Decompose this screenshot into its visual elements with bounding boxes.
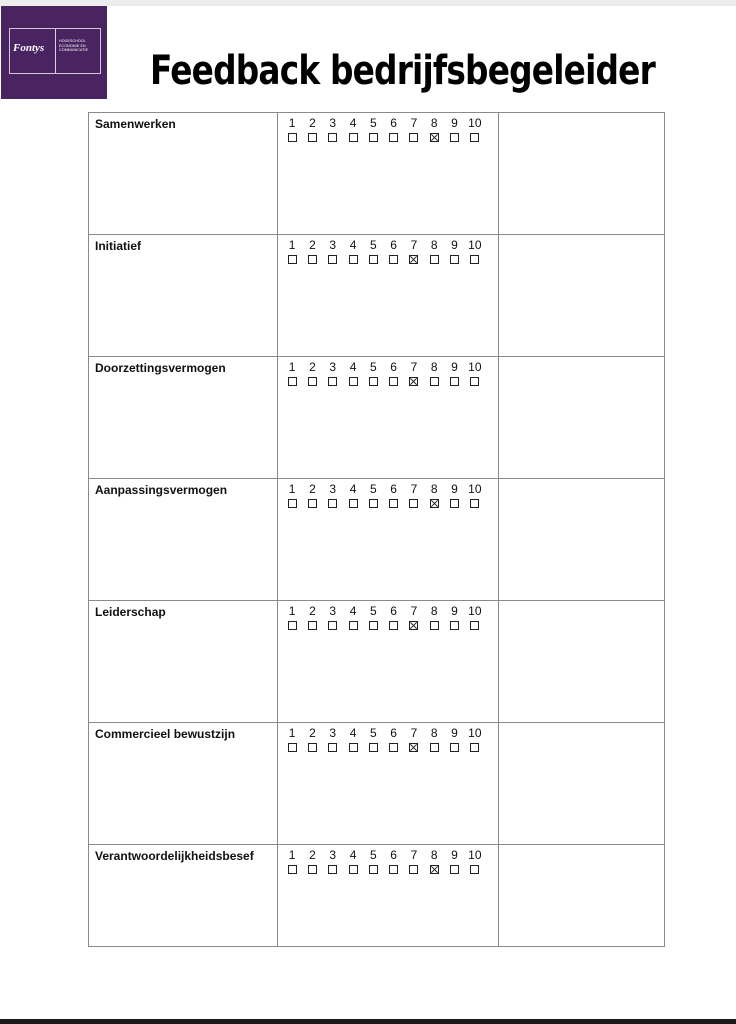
scale-checkboxes xyxy=(278,377,498,386)
scale-number: 8 xyxy=(430,604,438,618)
checkbox-cell xyxy=(404,255,424,264)
checkbox-checked[interactable] xyxy=(409,621,418,630)
bottom-edge xyxy=(0,1019,736,1024)
checkbox-cell xyxy=(302,621,322,630)
checkbox-cell xyxy=(465,743,485,752)
scale-number: 5 xyxy=(369,238,377,252)
scale-number: 3 xyxy=(329,848,337,862)
checkbox-cell xyxy=(444,377,464,386)
criterion-label: Initiatief xyxy=(89,235,278,357)
checkbox-cell xyxy=(444,621,464,630)
comment-cell[interactable] xyxy=(499,479,665,601)
criterion-row xyxy=(89,235,665,357)
scale-number: 5 xyxy=(369,116,377,130)
criterion-row xyxy=(89,357,665,479)
scale-number: 4 xyxy=(349,360,357,374)
checkbox-cell xyxy=(444,133,464,142)
scale-number: 3 xyxy=(329,482,337,496)
checkbox[interactable] xyxy=(288,621,297,630)
scale-number: 2 xyxy=(309,604,316,618)
scale-number: 7 xyxy=(410,726,418,740)
checkbox[interactable] xyxy=(288,499,297,508)
scale-number: 3 xyxy=(329,726,337,740)
scale-number: 2 xyxy=(309,238,316,252)
checkbox-cell xyxy=(465,621,485,630)
checkbox-checked[interactable] xyxy=(409,255,418,264)
scale-number: 4 xyxy=(349,482,357,496)
logo-subtitle: HOGESCHOOL ECONOMIE EN COMMUNICATIE xyxy=(59,39,89,53)
checkbox-cell xyxy=(282,377,302,386)
rating-scale xyxy=(278,113,499,235)
checkbox[interactable] xyxy=(430,377,439,386)
checkbox[interactable] xyxy=(470,499,479,508)
checkbox-cell xyxy=(343,255,363,264)
checkbox-checked[interactable] xyxy=(430,865,439,874)
checkbox-checked[interactable] xyxy=(409,377,418,386)
checkbox-cell xyxy=(444,255,464,264)
checkbox-cell xyxy=(404,377,424,386)
comment-cell[interactable] xyxy=(499,723,665,845)
checkbox-cell xyxy=(323,865,343,874)
scale-number: 6 xyxy=(390,604,397,618)
scale-numbers xyxy=(278,360,498,374)
scale-number: 1 xyxy=(288,482,296,496)
criterion-label: Doorzettingsvermogen xyxy=(89,357,278,479)
scale-number: 1 xyxy=(288,604,296,618)
checkbox[interactable] xyxy=(288,743,297,752)
checkbox-cell xyxy=(282,133,302,142)
criterion-label: Commercieel bewustzijn xyxy=(89,723,278,845)
scale-number: 4 xyxy=(349,848,357,862)
checkbox-cell xyxy=(343,865,363,874)
checkbox[interactable] xyxy=(349,499,358,508)
scale-number: 4 xyxy=(349,238,357,252)
checkbox[interactable] xyxy=(450,743,459,752)
criterion-row xyxy=(89,601,665,723)
checkbox-cell xyxy=(363,621,383,630)
checkbox-cell xyxy=(363,499,383,508)
checkbox-cell xyxy=(465,865,485,874)
checkbox[interactable] xyxy=(430,255,439,264)
checkbox-cell xyxy=(383,499,403,508)
page-title: Feedback bedrijfsbegeleider xyxy=(150,48,655,94)
scale-number: 2 xyxy=(309,116,316,130)
checkbox-cell xyxy=(282,743,302,752)
checkbox[interactable] xyxy=(389,255,398,264)
scale-checkboxes xyxy=(278,499,498,508)
scale-number: 1 xyxy=(288,238,296,252)
checkbox-cell xyxy=(343,133,363,142)
checkbox-cell xyxy=(383,865,403,874)
top-edge xyxy=(0,0,736,6)
scale-number: 6 xyxy=(390,238,397,252)
comment-cell[interactable] xyxy=(499,601,665,723)
checkbox-cell xyxy=(282,621,302,630)
scale-number: 7 xyxy=(410,482,418,496)
checkbox-cell xyxy=(424,255,444,264)
criterion-label: Verantwoordelijkheidsbesef xyxy=(89,845,278,947)
checkbox[interactable] xyxy=(288,255,297,264)
checkbox[interactable] xyxy=(470,743,479,752)
scale-number: 9 xyxy=(451,360,458,374)
scale-number: 5 xyxy=(369,482,377,496)
scale-number: 5 xyxy=(369,848,377,862)
scale-number: 10 xyxy=(468,726,482,740)
checkbox[interactable] xyxy=(389,865,398,874)
checkbox[interactable] xyxy=(308,499,317,508)
checkbox-cell xyxy=(424,499,444,508)
checkbox[interactable] xyxy=(450,377,459,386)
scale-number: 9 xyxy=(451,116,458,130)
checkbox-cell xyxy=(343,499,363,508)
checkbox[interactable] xyxy=(349,133,358,142)
checkbox-cell xyxy=(323,621,343,630)
scale-number: 8 xyxy=(430,116,438,130)
checkbox-cell xyxy=(302,743,322,752)
scale-number: 5 xyxy=(369,604,377,618)
checkbox[interactable] xyxy=(409,499,418,508)
checkbox-cell xyxy=(444,743,464,752)
checkbox[interactable] xyxy=(470,865,479,874)
scale-number: 3 xyxy=(329,238,337,252)
checkbox-cell xyxy=(404,499,424,508)
rating-scale xyxy=(278,845,499,947)
checkbox[interactable] xyxy=(328,865,337,874)
criterion-row xyxy=(89,479,665,601)
checkbox-cell xyxy=(302,133,322,142)
checkbox-cell xyxy=(323,499,343,508)
checkbox[interactable] xyxy=(288,133,297,142)
checkbox[interactable] xyxy=(389,499,398,508)
checkbox-cell xyxy=(404,133,424,142)
checkbox-checked[interactable] xyxy=(430,133,439,142)
checkbox[interactable] xyxy=(288,865,297,874)
rating-scale xyxy=(278,357,499,479)
checkbox[interactable] xyxy=(328,377,337,386)
scale-checkboxes xyxy=(278,621,498,630)
scale-number: 6 xyxy=(390,116,397,130)
checkbox[interactable] xyxy=(328,133,337,142)
checkbox-cell xyxy=(383,621,403,630)
scale-checkboxes xyxy=(278,255,498,264)
checkbox-cell xyxy=(343,621,363,630)
checkbox[interactable] xyxy=(369,499,378,508)
checkbox[interactable] xyxy=(409,865,418,874)
checkbox-cell xyxy=(363,743,383,752)
checkbox[interactable] xyxy=(308,621,317,630)
checkbox[interactable] xyxy=(308,743,317,752)
checkbox-cell xyxy=(404,743,424,752)
checkbox-cell xyxy=(363,377,383,386)
scale-number: 10 xyxy=(468,360,482,374)
checkbox[interactable] xyxy=(349,255,358,264)
checkbox-cell xyxy=(282,255,302,264)
feedback-rows xyxy=(89,113,665,947)
rating-scale xyxy=(278,235,499,357)
checkbox-cell xyxy=(323,377,343,386)
scale-number: 7 xyxy=(410,848,418,862)
scale-number: 4 xyxy=(349,604,357,618)
scale-numbers xyxy=(278,604,498,618)
checkbox-checked[interactable] xyxy=(409,743,418,752)
scale-checkboxes xyxy=(278,743,498,752)
checkbox[interactable] xyxy=(308,255,317,264)
checkbox-cell xyxy=(363,865,383,874)
scale-number: 3 xyxy=(329,604,337,618)
checkbox[interactable] xyxy=(450,865,459,874)
scale-number: 9 xyxy=(451,604,458,618)
checkbox-cell xyxy=(444,499,464,508)
scale-number: 7 xyxy=(410,360,418,374)
scale-number: 7 xyxy=(410,238,418,252)
checkbox-cell xyxy=(323,255,343,264)
checkbox-cell xyxy=(323,133,343,142)
logo-brand: Fontys xyxy=(13,42,45,54)
criterion-row xyxy=(89,113,665,235)
checkbox-cell xyxy=(424,377,444,386)
rating-scale xyxy=(278,601,499,723)
checkbox[interactable] xyxy=(470,377,479,386)
scale-number: 9 xyxy=(451,726,458,740)
scale-number: 4 xyxy=(349,726,357,740)
comment-cell[interactable] xyxy=(499,235,665,357)
scale-number: 2 xyxy=(309,360,316,374)
checkbox[interactable] xyxy=(450,621,459,630)
scale-number: 2 xyxy=(309,848,316,862)
scale-numbers xyxy=(278,848,498,862)
checkbox[interactable] xyxy=(430,621,439,630)
scale-number: 6 xyxy=(390,726,397,740)
fontys-logo xyxy=(1,6,107,99)
checkbox-cell xyxy=(383,377,403,386)
scale-number: 10 xyxy=(468,848,482,862)
comment-cell[interactable] xyxy=(499,113,665,235)
checkbox-cell xyxy=(404,865,424,874)
checkbox-cell xyxy=(302,499,322,508)
checkbox[interactable] xyxy=(389,621,398,630)
scale-number: 10 xyxy=(468,604,482,618)
checkbox-cell xyxy=(424,621,444,630)
criterion-label: Samenwerken xyxy=(89,113,278,235)
scale-number: 6 xyxy=(390,482,397,496)
scale-number: 9 xyxy=(451,482,458,496)
scale-number: 5 xyxy=(369,360,377,374)
checkbox[interactable] xyxy=(470,255,479,264)
checkbox-cell xyxy=(424,133,444,142)
checkbox-cell xyxy=(282,499,302,508)
scale-number: 6 xyxy=(390,848,397,862)
checkbox[interactable] xyxy=(308,133,317,142)
scale-checkboxes xyxy=(278,133,498,142)
checkbox-cell xyxy=(424,865,444,874)
checkbox-cell xyxy=(404,621,424,630)
checkbox[interactable] xyxy=(349,377,358,386)
checkbox-checked[interactable] xyxy=(430,499,439,508)
checkbox[interactable] xyxy=(450,499,459,508)
logo-frame xyxy=(9,28,101,74)
checkbox[interactable] xyxy=(369,133,378,142)
comment-cell[interactable] xyxy=(499,845,665,947)
checkbox[interactable] xyxy=(328,255,337,264)
scale-number: 4 xyxy=(349,116,357,130)
scale-number: 7 xyxy=(410,604,418,618)
checkbox-cell xyxy=(302,865,322,874)
checkbox-cell xyxy=(465,255,485,264)
scale-number: 8 xyxy=(430,482,438,496)
scale-number: 2 xyxy=(309,726,316,740)
scale-number: 1 xyxy=(288,360,296,374)
scale-checkboxes xyxy=(278,865,498,874)
checkbox[interactable] xyxy=(328,499,337,508)
checkbox-cell xyxy=(424,743,444,752)
scale-number: 8 xyxy=(430,848,438,862)
checkbox-cell xyxy=(363,133,383,142)
scale-number: 8 xyxy=(430,238,438,252)
checkbox[interactable] xyxy=(470,621,479,630)
scale-numbers xyxy=(278,482,498,496)
checkbox[interactable] xyxy=(450,255,459,264)
checkbox[interactable] xyxy=(288,377,297,386)
scale-number: 1 xyxy=(288,116,296,130)
scale-numbers xyxy=(278,238,498,252)
rating-scale xyxy=(278,723,499,845)
criterion-row xyxy=(89,845,665,947)
checkbox[interactable] xyxy=(389,743,398,752)
checkbox-cell xyxy=(343,377,363,386)
checkbox[interactable] xyxy=(430,743,439,752)
scale-number: 7 xyxy=(410,116,418,130)
checkbox-cell xyxy=(302,377,322,386)
rating-scale xyxy=(278,479,499,601)
scale-number: 10 xyxy=(468,116,482,130)
scale-number: 9 xyxy=(451,238,458,252)
checkbox[interactable] xyxy=(369,377,378,386)
feedback-table xyxy=(88,112,665,947)
checkbox-cell xyxy=(465,499,485,508)
checkbox-cell xyxy=(302,255,322,264)
checkbox[interactable] xyxy=(369,865,378,874)
checkbox[interactable] xyxy=(349,621,358,630)
scale-number: 10 xyxy=(468,238,482,252)
checkbox[interactable] xyxy=(369,255,378,264)
logo-divider xyxy=(55,29,56,73)
scale-number: 2 xyxy=(309,482,316,496)
comment-cell[interactable] xyxy=(499,357,665,479)
checkbox[interactable] xyxy=(409,133,418,142)
checkbox[interactable] xyxy=(349,865,358,874)
checkbox[interactable] xyxy=(328,621,337,630)
checkbox[interactable] xyxy=(450,133,459,142)
scale-numbers xyxy=(278,726,498,740)
scale-numbers xyxy=(278,116,498,130)
criterion-label: Aanpassingsvermogen xyxy=(89,479,278,601)
checkbox-cell xyxy=(465,377,485,386)
checkbox-cell xyxy=(383,743,403,752)
checkbox[interactable] xyxy=(328,743,337,752)
criterion-row xyxy=(89,723,665,845)
scale-number: 9 xyxy=(451,848,458,862)
checkbox-cell xyxy=(383,255,403,264)
checkbox[interactable] xyxy=(349,743,358,752)
scale-number: 3 xyxy=(329,360,337,374)
scale-number: 5 xyxy=(369,726,377,740)
checkbox-cell xyxy=(282,865,302,874)
checkbox-cell xyxy=(343,743,363,752)
checkbox[interactable] xyxy=(470,133,479,142)
scale-number: 6 xyxy=(390,360,397,374)
criterion-label: Leiderschap xyxy=(89,601,278,723)
scale-number: 8 xyxy=(430,726,438,740)
checkbox-cell xyxy=(383,133,403,142)
checkbox[interactable] xyxy=(308,377,317,386)
checkbox[interactable] xyxy=(369,621,378,630)
checkbox-cell xyxy=(363,255,383,264)
scale-number: 10 xyxy=(468,482,482,496)
scale-number: 1 xyxy=(288,726,296,740)
checkbox[interactable] xyxy=(369,743,378,752)
checkbox-cell xyxy=(444,865,464,874)
scale-number: 8 xyxy=(430,360,438,374)
checkbox[interactable] xyxy=(389,377,398,386)
checkbox-cell xyxy=(465,133,485,142)
checkbox-cell xyxy=(323,743,343,752)
checkbox[interactable] xyxy=(389,133,398,142)
scale-number: 1 xyxy=(288,848,296,862)
checkbox[interactable] xyxy=(308,865,317,874)
scale-number: 3 xyxy=(329,116,337,130)
